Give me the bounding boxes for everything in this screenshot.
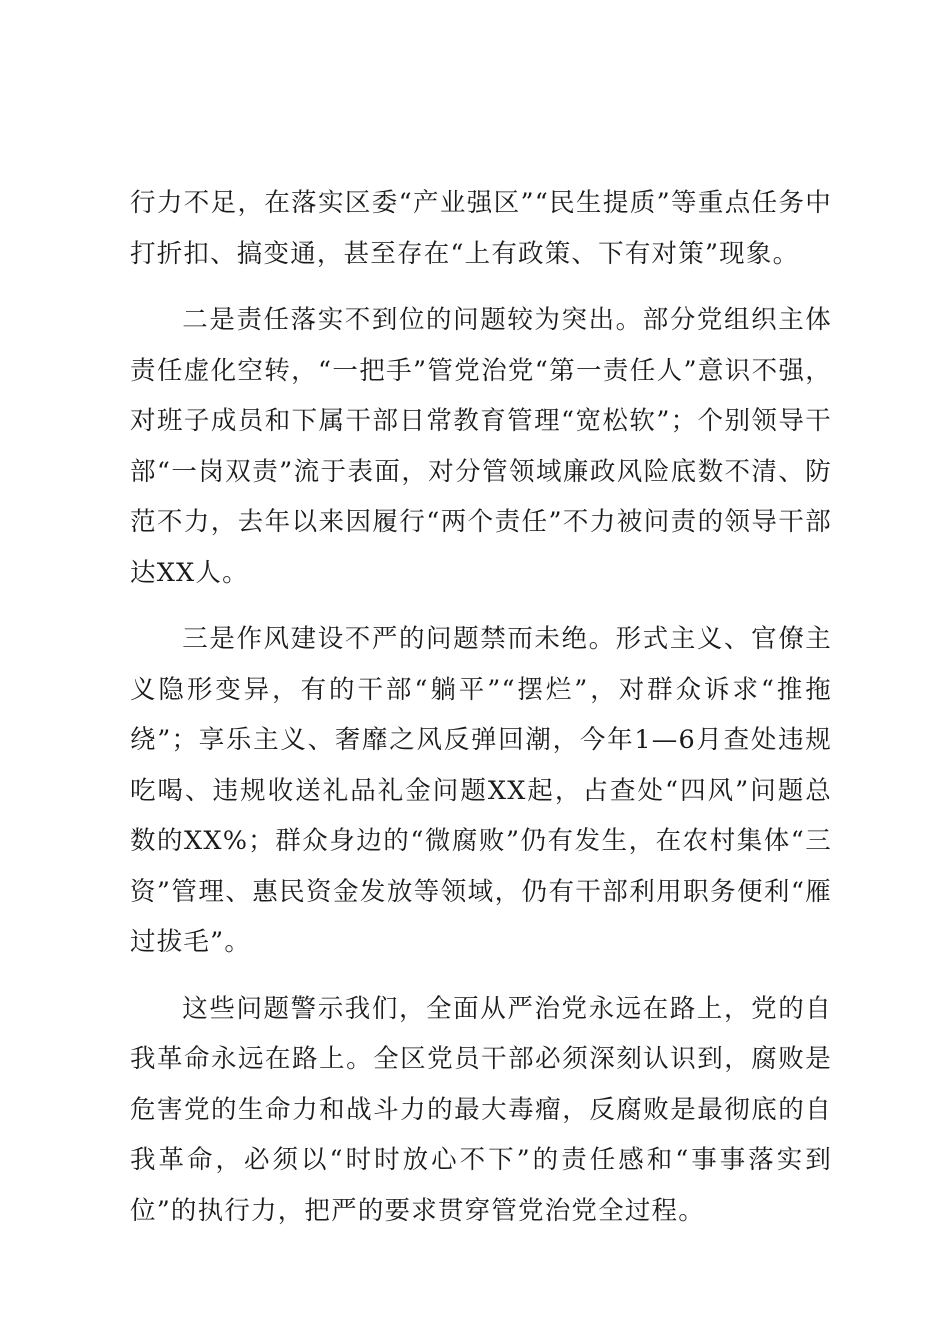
paragraph-responsibility: 二是责任落实不到位的问题较为突出。部分党组织主体责任虚化空转，“一把手”管党治党“第一责任人”意识不强，对班子成员和下属干部日常教育管理“宽松软”；个别领导干部“一岗双责”流于表面，对分管领域廉政风险底数不清、防范不力，去年以来因履行“两个责任”不力被问责的领导干部达XX人。 (130, 305, 832, 588)
paragraph-work-style: 三是作风建设不严的问题禁而未绝。形式主义、官僚主义隐形变异，有的干部“躺平”“摆烂”，对群众诉求“推拖绕”；享乐主义、奢靡之风反弹回潮，今年1—6月查处违规吃喝、违规收送礼品礼金问题XX起，占查处“四风”问题总数的XX%；群众身边的“微腐败”仍有发生，在农村集体“三资”管理、惠民资金发放等领域，仍有干部利用职务便利“雁过拔毛”。 (130, 624, 832, 957)
paragraph-conclusion: 这些问题警示我们，全面从严治党永远在路上，党的自我革命永远在路上。全区党员干部必须深刻认识到，腐败是危害党的生命力和战斗力的最大毒瘤，反腐败是最彻底的自我革命，必须以“时时放心不下”的责任感和“事事落实到位”的执行力，把严的要求贯穿管党治党全过程。 (130, 993, 832, 1226)
paragraph-continuation: 行力不足，在落实区委“产业强区”“民生提质”等重点任务中打折扣、搞变通，甚至存在“上有政策、下有对策”现象。 (130, 188, 832, 269)
document-body (130, 178, 832, 1236)
